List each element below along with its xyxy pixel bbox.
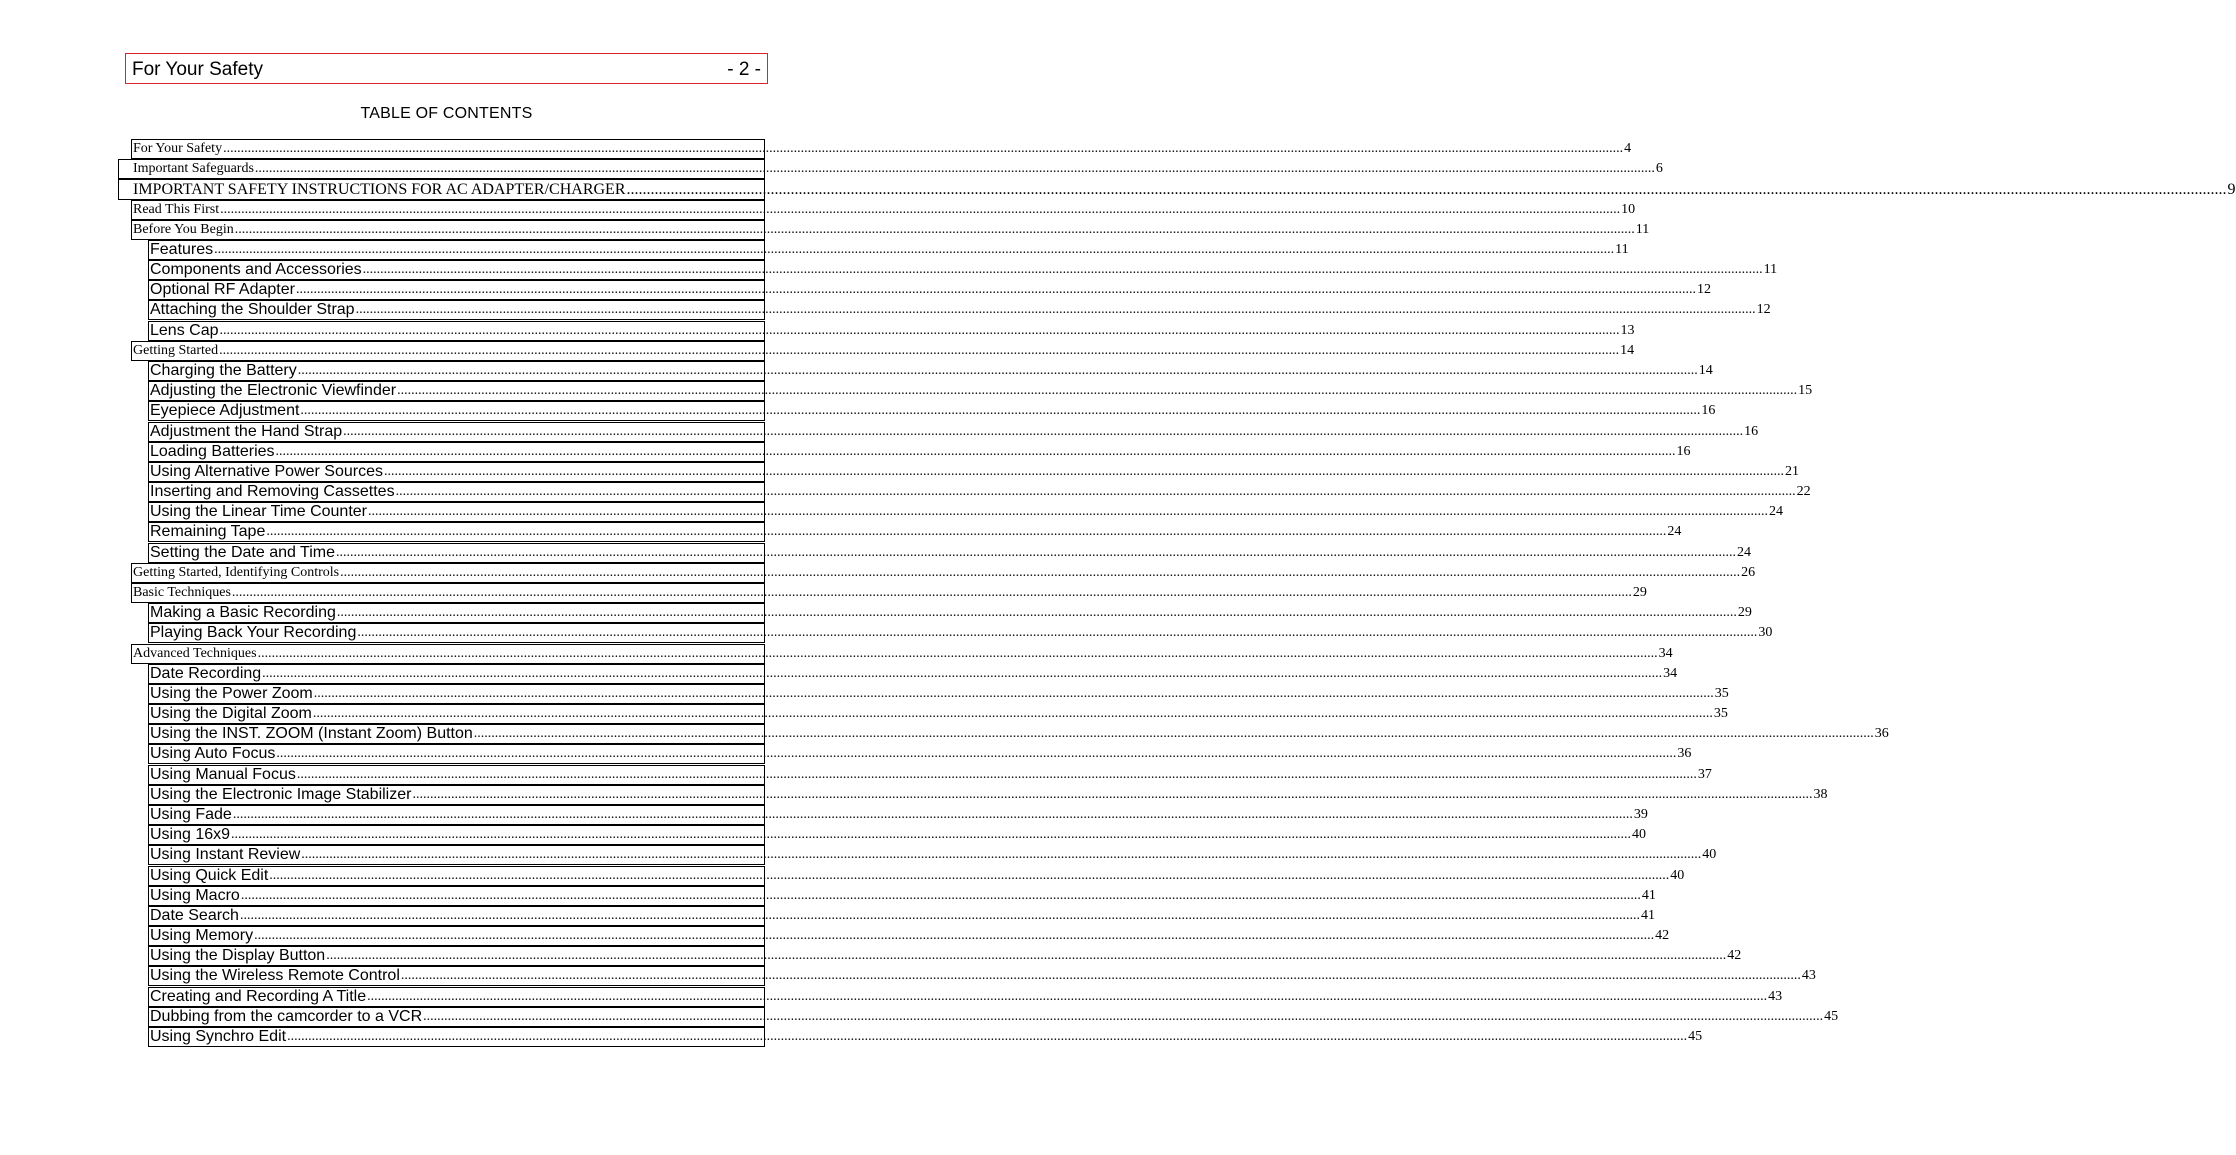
toc-entry-page: 29 [1632,585,1647,600]
toc-entry-page: 29 [1737,605,1752,621]
toc-entry[interactable] [148,502,1783,522]
toc-entry-page: 16 [1701,403,1716,419]
toc-entry-page: 42 [1655,928,1670,943]
toc-leader-dots: ................................................................................................................................................................................................................................................................................................................................................................................................................ [312,706,1713,721]
toc-entry[interactable] [148,603,1752,623]
toc-entry-page: 6 [1655,161,1663,177]
toc-entry-label: Using Quick Edit [150,866,269,884]
toc-entry-label: Using the Linear Time Counter [150,503,367,521]
toc-entry-page: 9 [2227,181,2236,199]
toc-entry-label: Using the INST. ZOOM (Instant Zoom) Button [150,725,473,743]
toc-entry[interactable] [148,401,1716,421]
toc-entry-label: Using Fade [150,805,232,823]
toc-entry-page: 14 [1620,342,1635,358]
toc-entry-label: Adjusting the Electronic Viewfinder [150,382,397,400]
toc-entry-label: Eyepiece Adjustment [150,402,300,420]
toc-entry[interactable] [148,744,1692,764]
toc-entry-page: 11 [1763,262,1778,278]
toc-entry-page: 45 [1688,1028,1703,1044]
toc-entry[interactable] [148,1027,1703,1047]
toc-entry-page: 11 [1615,241,1629,257]
toc-entry[interactable] [148,664,1678,684]
toc-entry[interactable] [148,482,1811,502]
toc-leader-dots: ................................................................................................................................................................................................................................................................................................................................................................................................................ [231,827,1632,843]
toc-leader-dots: ................................................................................................................................................................................................................................................................................................................................................................................................................ [234,221,1635,237]
toc-entry-page: 40 [1632,827,1647,843]
toc-entry-label: Remaining Tape [150,523,266,541]
toc-entry-page: 10 [1621,201,1636,217]
toc-entry[interactable] [131,583,1647,603]
toc-leader-dots: ................................................................................................................................................................................................................................................................................................................................................................................................................ [340,564,1741,580]
toc-entry-page: 36 [1874,726,1889,742]
toc-entry[interactable] [148,321,1635,341]
toc-entry-label: Creating and Recording A Title [150,987,367,1005]
toc-leader-dots: ................................................................................................................................................................................................................................................................................................................................................................................................................ [384,463,1784,479]
toc-entry[interactable] [148,260,1778,280]
toc-entry-page: 38 [1813,786,1828,802]
toc-entry-page: 43 [1801,968,1816,984]
toc-entry[interactable] [131,563,1756,583]
toc-entry-label: Using the Power Zoom [150,684,313,702]
toc-entry-page: 11 [1635,221,1650,237]
toc-leader-dots: ................................................................................................................................................................................................................................................................................................................................................................................................................ [400,968,1801,984]
toc-leader-dots: ................................................................................................................................................................................................................................................................................................................................................................................................................ [240,887,1641,903]
toc-entry-page: 40 [1702,847,1717,863]
toc-entry[interactable] [131,139,1632,159]
toc-leader-dots: ................................................................................................................................................................................................................................................................................................................................................................................................................ [397,383,1798,399]
toc-leader-dots: ................................................................................................................................................................................................................................................................................................................................................................................................................ [275,443,1676,459]
toc-entry-label: Lens Cap [150,321,219,339]
toc-entry-label: Loading Batteries [150,442,275,460]
toc-leader-dots: ................................................................................................................................................................................................................................................................................................................................................................................................................ [301,847,1702,863]
toc-entry[interactable] [148,623,1773,643]
toc-entry-page: 22 [1796,484,1811,500]
toc-entry-page: 34 [1663,665,1678,681]
toc-entry[interactable] [148,361,1713,381]
toc-entry[interactable] [148,381,1813,401]
toc-entry-label: Date Search [150,906,239,924]
toc-leader-dots: ................................................................................................................................................................................................................................................................................................................................................................................................................ [257,645,1658,661]
toc-entry-label: Date Recording [150,664,262,682]
toc-entry-label: Advanced Techniques [133,645,257,661]
toc-leader-dots: ................................................................................................................................................................................................................................................................................................................................................................................................................ [473,726,1874,742]
toc-entry-label: Dubbing from the camcorder to a VCR [150,1007,423,1025]
page-header [125,53,768,84]
toc-entry-page: 37 [1697,766,1712,782]
toc-entry[interactable] [148,422,1759,442]
toc-entry-label: Components and Accessories [150,261,362,279]
toc-entry[interactable] [148,543,1751,563]
toc-entry[interactable] [148,966,1816,986]
toc-leader-dots: ................................................................................................................................................................................................................................................................................................................................................................................................................ [336,544,1736,560]
toc-entry-page: 40 [1670,867,1685,883]
toc-entry-page: 21 [1785,463,1799,479]
toc-leader-dots: ................................................................................................................................................................................................................................................................................................................................................................................................................ [219,322,1620,338]
toc-leader-dots: ................................................................................................................................................................................................................................................................................................................................................................................................................ [254,928,1655,943]
toc-entry-label: Using Macro [150,886,240,904]
toc-leader-dots: ................................................................................................................................................................................................................................................................................................................................................................................................................ [357,625,1758,641]
toc-leader-dots: ................................................................................................................................................................................................................................................................................................................................................................................................................ [336,605,1737,621]
toc-entry-page: 14 [1698,363,1713,378]
toc-leader-dots: ................................................................................................................................................................................................................................................................................................................................................................................................................ [254,161,1655,177]
toc-entry-page: 15 [1798,383,1813,399]
toc-entry-page: 12 [1756,302,1771,318]
toc-entry-label: Before You Begin [133,221,234,237]
toc-entry[interactable] [148,886,1656,906]
toc-entry[interactable] [118,179,2236,200]
toc-entry-page: 30 [1758,625,1773,641]
toc-entry-page: 41 [1641,887,1656,903]
toc-leader-dots: ................................................................................................................................................................................................................................................................................................................................................................................................................ [300,403,1701,419]
toc-entry-label: Read This First [133,201,220,217]
toc-leader-dots: ................................................................................................................................................................................................................................................................................................................................................................................................................ [219,342,1620,358]
toc-entry-page: 35 [1713,706,1728,721]
toc-leader-dots: ................................................................................................................................................................................................................................................................................................................................................................................................................ [412,786,1813,802]
toc-entry[interactable] [131,200,1636,220]
toc-entry-page: 36 [1677,746,1692,762]
toc-title: TABLE OF CONTENTS [360,105,533,122]
toc-leader-dots: ................................................................................................................................................................................................................................................................................................................................................................................................................ [362,262,1763,278]
toc-leader-dots: ................................................................................................................................................................................................................................................................................................................................................................................................................ [355,302,1756,318]
toc-entry-label: Using Auto Focus [150,745,276,763]
toc-entry-label: Charging the Battery [150,362,297,379]
toc-leader-dots: ................................................................................................................................................................................................................................................................................................................................................................................................................ [223,141,1624,156]
toc-entry[interactable] [148,785,1828,805]
toc-entry-label: Using Instant Review [150,846,301,864]
toc-leader-dots: ................................................................................................................................................................................................................................................................................................................................................................................................................ [239,907,1640,923]
toc-entry-label: Using the Display Button [150,947,326,965]
toc-entry-page: 24 [1667,524,1682,540]
toc-entry-label: Getting Started [133,342,219,358]
toc-entry-label: Playing Back Your Recording [150,624,357,642]
toc-leader-dots: ................................................................................................................................................................................................................................................................................................................................................................................................................ [423,1008,1824,1024]
toc-entry[interactable] [148,240,1629,260]
toc-entry[interactable] [131,341,1635,361]
toc-entry[interactable] [148,462,1799,482]
toc-entry[interactable] [148,280,1711,300]
toc-entry-label: Using Alternative Power Sources [150,462,383,480]
toc-leader-dots: ................................................................................................................................................................................................................................................................................................................................................................................................................ [395,484,1796,500]
toc-entry[interactable] [148,522,1682,542]
toc-entry-label: IMPORTANT SAFETY INSTRUCTIONS FOR AC ADAPTER/CHARGER [133,181,626,199]
toc-entry-page: 12 [1696,282,1711,298]
toc-leader-dots: ................................................................................................................................................................................................................................................................................................................................................................................................................ [343,423,1744,439]
toc-entry-label: Using the Wireless Remote Control [150,967,400,985]
header-title: For Your Safety [132,59,263,80]
toc-entry-label: Using Manual Focus [150,765,296,783]
toc-entry[interactable] [148,987,1783,1007]
toc-entry[interactable] [148,866,1685,886]
toc-leader-dots: ................................................................................................................................................................................................................................................................................................................................................................................................................ [262,665,1663,681]
toc-entry-page: 39 [1633,806,1648,822]
toc-entry-page: 16 [1676,443,1691,459]
toc-leader-dots: ................................................................................................................................................................................................................................................................................................................................................................................................................ [287,1028,1688,1044]
toc-entry-page: 34 [1658,645,1673,661]
toc-entry-page: 26 [1741,564,1756,580]
toc-leader-dots: ................................................................................................................................................................................................................................................................................................................................................................................................................ [326,948,1727,964]
toc-entry-page: 43 [1768,988,1783,1004]
toc-leader-dots: ................................................................................................................................................................................................................................................................................................................................................................................................................ [313,685,1714,701]
toc-entry-label: Setting the Date and Time [150,543,335,561]
toc-entry-page: 24 [1769,504,1783,520]
toc-entry[interactable] [148,724,1889,744]
toc-entry-label: Optional RF Adapter [150,281,295,299]
toc-leader-dots: ................................................................................................................................................................................................................................................................................................................................................................................................................ [297,363,1698,378]
toc-entry-label: Using Memory [150,927,254,944]
toc-entry-label: Making a Basic Recording [150,604,336,622]
toc-leader-dots: ................................................................................................................................................................................................................................................................................................................................................................................................................ [266,524,1667,540]
toc-entry-label: Using Synchro Edit [150,1027,287,1045]
toc-leader-dots: ................................................................................................................................................................................................................................................................................................................................................................................................................ [276,746,1677,762]
toc-entry[interactable] [148,845,1717,865]
toc-entry[interactable] [131,644,1673,664]
toc-entry-label: For Your Safety [133,141,223,156]
toc-entry-page: 35 [1714,685,1729,701]
toc-entry[interactable] [148,805,1648,825]
toc-leader-dots: ................................................................................................................................................................................................................................................................................................................................................................................................................ [368,504,1768,520]
toc-entry-label: Basic Techniques [133,585,231,600]
toc-entry[interactable] [148,926,1670,946]
toc-leader-dots: ................................................................................................................................................................................................................................................................................................................................................................................................................ [214,241,1615,257]
toc-entry-page: 45 [1824,1008,1839,1024]
toc-entry-label: Using 16x9 [150,826,231,844]
toc-entry-label: Using the Electronic Image Stabilizer [150,785,412,803]
toc-entry[interactable] [118,159,1663,179]
toc-leader-dots: ................................................................................................................................................................................................................................................................................................................................................................................................................ [296,766,1697,782]
toc-entry[interactable] [148,825,1647,845]
header-page-number: - 2 - [727,59,761,80]
toc-entry[interactable] [148,1007,1839,1027]
toc-entry-label: Attaching the Shoulder Strap [150,301,355,319]
toc-leader-dots: ................................................................................................................................................................................................................................................................................................................................................................................................................ [269,867,1670,883]
toc-leader-dots: ................................................................................................................................................................................................................................................................................................................................................................................................................ [626,181,2227,199]
toc-leader-dots: ................................................................................................................................................................................................................................................................................................................................................................................................................ [232,806,1633,822]
toc-entry[interactable] [131,220,1650,240]
toc-entry-page: 16 [1744,423,1759,439]
toc-leader-dots: ................................................................................................................................................................................................................................................................................................................................................................................................................ [367,988,1768,1004]
toc-entry-label: Getting Started, Identifying Controls [133,564,340,580]
toc-leader-dots: ................................................................................................................................................................................................................................................................................................................................................................................................................ [220,201,1621,217]
toc-entry-page: 41 [1640,907,1655,923]
toc-entry[interactable] [148,442,1691,462]
toc-entry[interactable] [148,765,1712,785]
toc-entry-label: Using the Digital Zoom [150,705,312,722]
toc-entry-label: Inserting and Removing Cassettes [150,483,395,501]
toc-entry[interactable] [148,300,1771,320]
toc-entry-page: 42 [1727,948,1742,964]
toc-entry-label: Adjustment the Hand Strap [150,422,343,440]
toc-entry[interactable] [148,684,1729,704]
toc-entry-label: Important Safeguards [133,161,254,177]
toc-entry[interactable] [148,946,1742,966]
toc-entry-page: 24 [1737,544,1751,560]
toc-leader-dots: ................................................................................................................................................................................................................................................................................................................................................................................................................ [231,585,1632,600]
toc-entry-label: Features [150,240,214,258]
toc-entry-page: 4 [1624,141,1632,156]
toc-entry-page: 13 [1620,322,1635,338]
toc-leader-dots: ................................................................................................................................................................................................................................................................................................................................................................................................................ [295,282,1696,298]
toc-entry[interactable] [148,906,1655,926]
toc-entry[interactable] [148,704,1728,724]
